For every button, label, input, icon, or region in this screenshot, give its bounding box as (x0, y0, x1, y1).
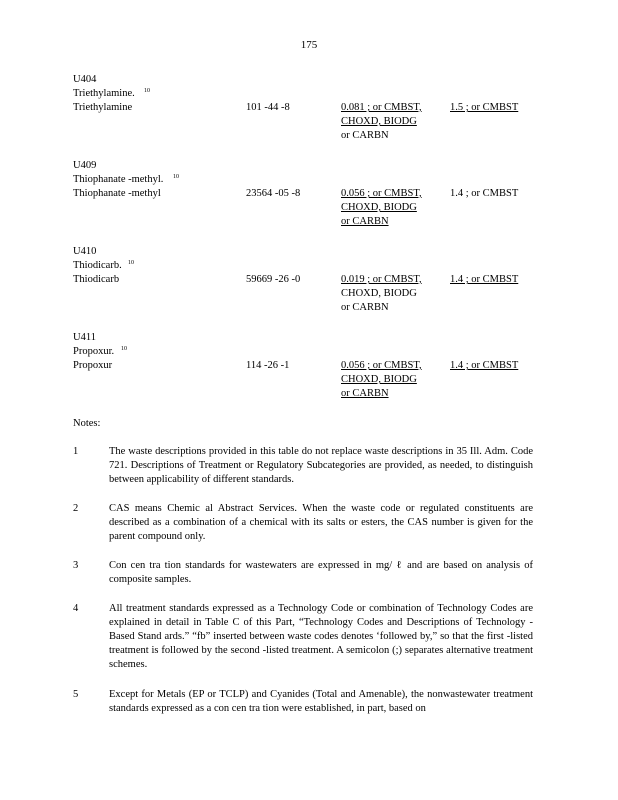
note-text: Except for Metals (EP or TCLP) and Cyanides (Total and Amenable), the nonwastewater treatment standards expressed as a con cen tra tion were established, in part, based on (109, 689, 533, 714)
note-text: All treatment standards expressed as a Technology Code or combination of Technology Codes are explained in detail in Table C of this Part, “Technology Codes and Descriptions of Technology -Based Stand ards.” “fb” inserted between waste codes denotes ‘followed by,” so that the first -listed treatment is followed by the second -listed treatment. A semicolon (;) separates alternative treatment schemes. (109, 603, 533, 670)
waste-name: Propoxur. (73, 346, 115, 357)
wastewater-standard: 0.056 ; or CMBST, (341, 360, 422, 371)
waste-code: U404 (73, 74, 97, 85)
wastewater-standard: or CARBN (341, 302, 389, 313)
wastewater-standard: CHOXD, BIODG (341, 116, 417, 127)
notes-heading: Notes: (73, 418, 101, 429)
cas-number: 59669 -26 -0 (246, 274, 301, 285)
page-number: 175 (300, 39, 318, 51)
note-text: The waste descriptions provided in this table do not replace waste descriptions in 35 Ill. Adm. Code 721. Descriptions of Treatment or Regulatory Subcategories are provided, as needed, to distinguish between applicability of different standards. (109, 446, 533, 485)
nonwastewater-standard: 1.4 ; or CMBST (450, 188, 519, 199)
footnote-ref: 10 (128, 260, 134, 266)
note-number: 5 (73, 689, 79, 700)
waste-name: Thiodicarb. (73, 260, 122, 271)
wastewater-standard: or CARBN (341, 130, 389, 141)
constituent-name: Thiodicarb (73, 274, 120, 285)
wastewater-standard: 0.056 ; or CMBST, (341, 188, 422, 199)
constituent-name: Triethylamine (73, 102, 133, 113)
wastewater-standard: CHOXD, BIODG (341, 288, 417, 299)
cas-number: 23564 -05 -8 (246, 188, 301, 199)
nonwastewater-standard: 1.4 ; or CMBST (450, 274, 519, 285)
note-number: 1 (73, 446, 79, 457)
constituent-name: Thiophanate -methyl (73, 188, 161, 199)
wastewater-standard: or CARBN (341, 388, 389, 399)
wastewater-standard: 0.019 ; or CMBST, (341, 274, 422, 285)
footnote-ref: 10 (121, 346, 127, 352)
note-number: 2 (73, 503, 79, 514)
waste-code: U411 (73, 332, 96, 343)
wastewater-standard: or CARBN (341, 216, 389, 227)
waste-code: U410 (73, 246, 97, 257)
note-text: Con cen tra tion standards for wastewaters are expressed in mg/ ℓ and are based on analysis of composite samples. (109, 560, 533, 585)
cas-number: 101 -44 -8 (246, 102, 290, 113)
waste-name: Thiophanate -methyl. (73, 174, 164, 185)
footnote-ref: 10 (144, 88, 150, 94)
nonwastewater-standard: 1.4 ; or CMBST (450, 360, 519, 371)
waste-code: U409 (73, 160, 97, 171)
note-number: 4 (73, 603, 79, 614)
note-text: CAS means Chemic al Abstract Services. When the waste code or regulated constituents are described as a combination of a chemical with its salts or esters, the CAS number is given for the parent compound only. (109, 503, 533, 542)
wastewater-standard: CHOXD, BIODG (341, 374, 417, 385)
constituent-name: Propoxur (73, 360, 113, 371)
cas-number: 114 -26 -1 (246, 360, 290, 371)
note-number: 3 (73, 560, 79, 571)
wastewater-standard: 0.081 ; or CMBST, (341, 102, 422, 113)
waste-name: Triethylamine. (73, 88, 135, 99)
wastewater-standard: CHOXD, BIODG (341, 202, 417, 213)
nonwastewater-standard: 1.5 ; or CMBST (450, 102, 519, 113)
footnote-ref: 10 (173, 174, 179, 180)
